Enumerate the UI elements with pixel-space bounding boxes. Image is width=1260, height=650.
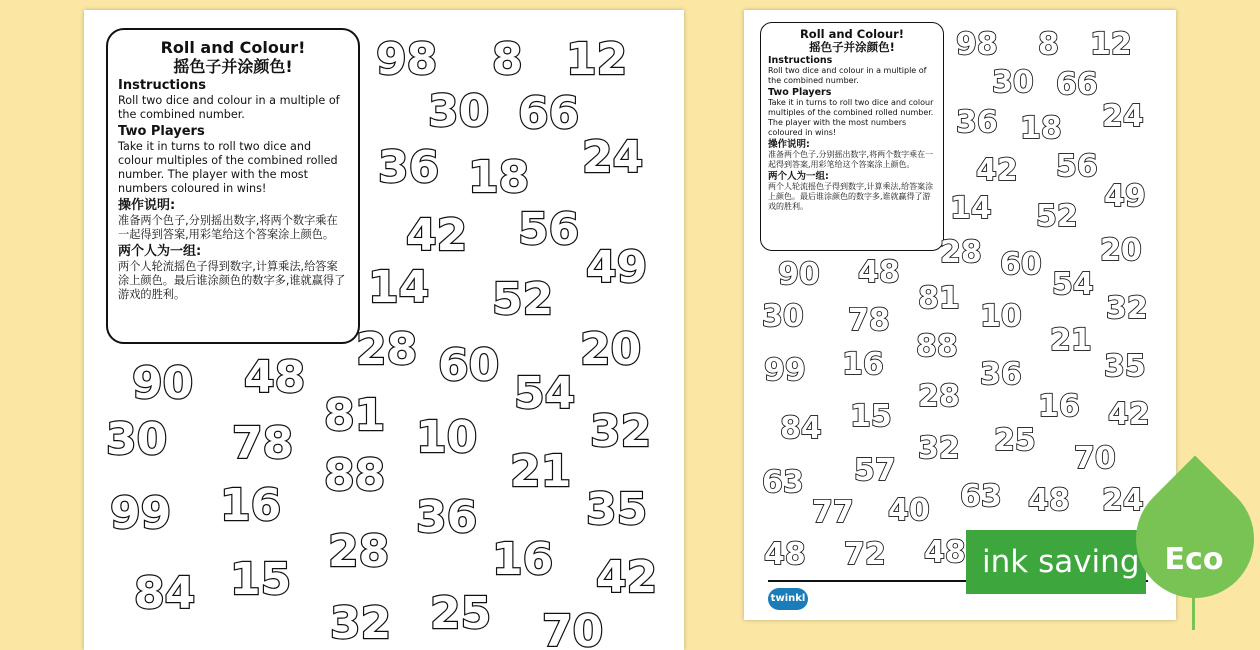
colouring-number[interactable]: 10 [416, 412, 478, 463]
colouring-number[interactable]: 25 [994, 423, 1036, 458]
instructions-text: Roll two dice and colour in a multiple of the combined number. [768, 66, 927, 85]
colouring-number[interactable]: 99 [110, 488, 172, 539]
colouring-number[interactable]: 84 [780, 411, 822, 446]
worksheet-title-zh: 摇色子并涂颜色! [173, 57, 293, 76]
colouring-number[interactable]: 88 [916, 329, 958, 364]
colouring-number[interactable]: 30 [106, 414, 168, 465]
colouring-number[interactable]: 28 [918, 379, 960, 414]
colouring-number[interactable]: 18 [468, 152, 530, 203]
colouring-number[interactable]: 35 [586, 484, 648, 535]
colouring-number[interactable]: 77 [812, 495, 854, 530]
zh-instructions-text: 准备两个色子,分别摇出数字,将两个数字乘在一起得到答案,用彩笔给这个答案涂上颜色。 [768, 150, 934, 169]
worksheet-title-zh: 摇色子并涂颜色! [809, 40, 895, 54]
colouring-number[interactable]: 98 [956, 27, 998, 62]
colouring-number[interactable]: 88 [324, 450, 386, 501]
zh-instructions-text: 准备两个色子,分别摇出数字,将两个数字乘在一起得到答案,用彩笔给这个答案涂上颜色。 [118, 214, 338, 241]
colouring-number[interactable]: 32 [590, 406, 652, 457]
zh-two-players-text: 两个人轮流摇色子得到数字,计算乘法,给答案涂上颜色。最后谁涂颜色的数字多,谁就赢得了游戏的胜利。 [768, 182, 934, 211]
colouring-number[interactable]: 24 [1102, 483, 1144, 518]
zh-two-players-text: 两个人轮流摇色子得到数字,计算乘法,给答案涂上颜色。最后谁涂颜色的数字多,谁就赢得了游戏的胜利。 [118, 260, 346, 301]
colouring-number[interactable]: 90 [132, 358, 194, 409]
colouring-number[interactable]: 30 [428, 86, 490, 137]
colouring-number[interactable]: 16 [492, 534, 554, 585]
colouring-number[interactable]: 63 [762, 465, 804, 500]
colouring-number[interactable]: 28 [328, 526, 390, 577]
colouring-number[interactable]: 99 [764, 353, 806, 388]
eco-label: Eco [1164, 542, 1224, 577]
colouring-number[interactable]: 12 [566, 34, 628, 85]
colouring-number[interactable]: 14 [368, 262, 430, 313]
colouring-number[interactable]: 57 [854, 453, 896, 488]
colouring-number[interactable]: 42 [406, 210, 468, 261]
colouring-number[interactable]: 48 [858, 255, 900, 290]
colouring-number[interactable]: 24 [1102, 99, 1144, 134]
colouring-number[interactable]: 78 [232, 418, 294, 469]
two-players-text: Take it in turns to roll two dice and colour multiples of the combined rolled number. The player with the most numbers coloured in wins! [768, 98, 934, 137]
colouring-number[interactable]: 35 [1104, 349, 1146, 384]
instructions-box [106, 28, 360, 344]
colouring-number[interactable]: 30 [992, 65, 1034, 100]
colouring-number[interactable]: 20 [1100, 233, 1142, 268]
colouring-number[interactable]: 78 [848, 303, 890, 338]
colouring-number[interactable]: 52 [492, 274, 554, 325]
colouring-number[interactable]: 42 [976, 153, 1018, 188]
two-players-heading: Two Players [768, 87, 832, 98]
colouring-number[interactable]: 56 [1056, 149, 1098, 184]
colouring-number[interactable]: 49 [586, 242, 648, 293]
instructions-heading: Instructions [768, 55, 833, 66]
ink-saving-label: ink saving [982, 544, 1140, 580]
colouring-number[interactable]: 36 [956, 105, 998, 140]
colouring-number[interactable]: 16 [842, 347, 884, 382]
zh-instructions-heading: 操作说明: [118, 198, 176, 213]
worksheet-title: Roll and Colour! [799, 27, 905, 41]
colouring-number[interactable]: 15 [850, 399, 892, 434]
colouring-number[interactable]: 81 [324, 390, 386, 441]
colouring-number[interactable]: 12 [1090, 27, 1132, 62]
colouring-number[interactable]: 81 [918, 281, 960, 316]
colouring-number[interactable]: 66 [1056, 67, 1098, 102]
two-players-text: Take it in turns to roll two dice and colour multiples of the combined rolled number. The player with the most numbers coloured in wins! [118, 140, 338, 195]
colouring-number[interactable]: 24 [582, 132, 644, 183]
colouring-number[interactable]: 10 [980, 299, 1022, 334]
zh-two-players-heading: 两个人为一组: [118, 244, 202, 259]
colouring-number[interactable]: 48 [1028, 483, 1070, 518]
colouring-number[interactable]: 66 [518, 88, 580, 139]
colouring-number[interactable]: 32 [918, 431, 960, 466]
worksheet-left [84, 10, 684, 650]
colouring-number[interactable]: 70 [1074, 441, 1116, 476]
colouring-number[interactable]: 54 [1052, 267, 1094, 302]
colouring-number[interactable]: 16 [1038, 389, 1080, 424]
colouring-number[interactable]: 8 [492, 34, 523, 85]
colouring-number[interactable]: 20 [580, 324, 642, 375]
colouring-number[interactable]: 30 [762, 299, 804, 334]
colouring-number[interactable]: 63 [960, 479, 1002, 514]
colouring-number[interactable]: 36 [980, 357, 1022, 392]
colouring-number[interactable]: 49 [1104, 179, 1146, 214]
colouring-number[interactable]: 18 [1020, 111, 1062, 146]
colouring-number[interactable]: 48 [924, 535, 966, 570]
colouring-number[interactable]: 32 [1106, 291, 1148, 326]
colouring-number[interactable]: 98 [376, 34, 438, 85]
brand-logo: twinkl [768, 588, 808, 610]
colouring-number[interactable]: 54 [514, 368, 576, 419]
instructions-text: Roll two dice and colour in a multiple of the combined number. [118, 94, 340, 121]
colouring-number[interactable]: 42 [1108, 397, 1150, 432]
colouring-number[interactable]: 21 [510, 446, 572, 497]
zh-two-players-heading: 两个人为一组: [768, 171, 829, 182]
colouring-number[interactable]: 36 [378, 142, 440, 193]
colouring-number[interactable]: 56 [518, 204, 580, 255]
colouring-number[interactable]: 28 [940, 235, 982, 270]
instructions-box [760, 22, 944, 251]
colouring-number[interactable]: 36 [416, 492, 478, 543]
colouring-number[interactable]: 40 [888, 493, 930, 528]
leaf-stem-icon [1192, 590, 1195, 630]
colouring-number[interactable]: 8 [1038, 27, 1059, 62]
colouring-number[interactable]: 60 [1000, 247, 1042, 282]
colouring-number[interactable]: 42 [596, 552, 658, 603]
colouring-number[interactable]: 84 [134, 568, 196, 619]
colouring-number[interactable]: 14 [950, 191, 992, 226]
colouring-number[interactable]: 28 [356, 324, 418, 375]
worksheet-title: Roll and Colour! [160, 38, 306, 57]
colouring-number[interactable]: 32 [330, 598, 392, 649]
instructions-heading: Instructions [118, 78, 207, 93]
colouring-number[interactable]: 60 [438, 340, 500, 391]
colouring-number[interactable]: 15 [230, 554, 292, 605]
colouring-number[interactable]: 21 [1050, 323, 1092, 358]
colouring-number[interactable]: 70 [542, 606, 604, 650]
two-players-heading: Two Players [118, 124, 205, 139]
colouring-number[interactable]: 90 [778, 257, 820, 292]
colouring-number[interactable]: 48 [764, 537, 806, 572]
zh-instructions-heading: 操作说明: [768, 139, 810, 150]
colouring-number[interactable]: 72 [844, 537, 886, 572]
colouring-number[interactable]: 25 [430, 588, 492, 639]
colouring-number[interactable]: 48 [244, 352, 306, 403]
worksheet-right [744, 10, 1176, 620]
colouring-number[interactable]: 52 [1036, 199, 1078, 234]
colouring-number[interactable]: 16 [220, 480, 282, 531]
